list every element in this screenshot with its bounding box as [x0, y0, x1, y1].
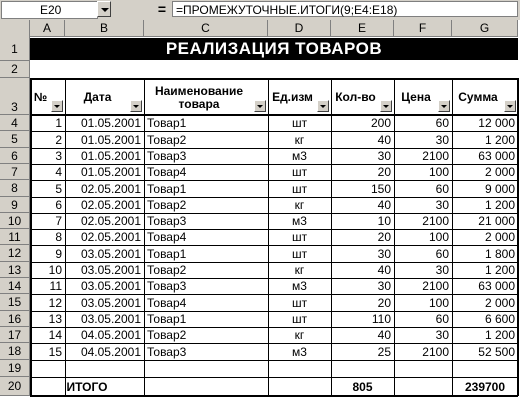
cell-price[interactable]: 2100 [422, 344, 449, 359]
cell-num[interactable]: 14 [48, 328, 62, 342]
cell-num[interactable]: 8 [55, 230, 62, 244]
cell-price[interactable]: 60 [435, 246, 449, 261]
cell-date[interactable]: 02.05.2001 [80, 198, 141, 212]
cell-sum[interactable]: 21 000 [478, 214, 515, 228]
cell-name[interactable]: Товар2 [147, 328, 187, 342]
header-sum: Сумма [458, 90, 498, 104]
cell-sum[interactable]: 1 200 [484, 132, 515, 147]
cell-sum[interactable]: 12 000 [478, 116, 515, 130]
cell-date[interactable]: 03.05.2001 [80, 312, 141, 326]
name-box-value: E20 [40, 3, 62, 17]
column-header-g[interactable]: G [452, 20, 518, 37]
column-header-e[interactable]: E [331, 20, 394, 37]
grid-line [30, 262, 518, 263]
row-header-1[interactable]: 1 [0, 37, 30, 61]
cell-unit[interactable]: кг [294, 198, 305, 212]
grid-line [268, 78, 269, 360]
cell-name[interactable]: Товар1 [147, 181, 187, 196]
row-header-6[interactable]: 6 [0, 148, 30, 164]
cell-num[interactable]: 4 [55, 165, 62, 179]
cell-name[interactable]: Товар4 [147, 165, 187, 179]
cell-price[interactable]: 30 [435, 328, 449, 342]
cell-unit[interactable]: м3 [292, 344, 307, 359]
cell-date[interactable]: 03.05.2001 [80, 246, 141, 261]
grid-line [144, 360, 145, 396]
select-all-corner[interactable] [0, 20, 30, 38]
cell-qty[interactable]: 30 [377, 246, 391, 261]
cell-unit[interactable]: кг [294, 263, 305, 277]
cell-unit[interactable]: м3 [292, 149, 307, 163]
grid-line [30, 395, 518, 397]
grid-line [30, 131, 518, 132]
cell-name[interactable]: Товар3 [147, 149, 187, 163]
row-header-4[interactable]: 4 [0, 115, 30, 131]
grid-line [65, 360, 66, 396]
filter-dropdown-icon[interactable] [254, 100, 266, 112]
grid-line [452, 360, 453, 396]
grid-line [30, 78, 518, 80]
row-header-2[interactable]: 2 [0, 61, 30, 78]
column-header-a[interactable]: A [30, 20, 65, 37]
column-header-c[interactable]: C [144, 20, 268, 37]
header-unit: Ед.изм [272, 90, 313, 104]
cell-num[interactable]: 12 [48, 295, 62, 310]
cell-price[interactable]: 60 [435, 181, 449, 196]
cell-sum[interactable]: 1 800 [484, 246, 515, 261]
grid-line [30, 327, 518, 328]
name-box[interactable] [1, 1, 98, 19]
cell-num[interactable]: 6 [55, 198, 62, 212]
row-header-12[interactable]: 12 [0, 245, 30, 262]
cell-num[interactable]: 11 [49, 279, 62, 293]
column-header-b[interactable]: B [65, 20, 144, 37]
cell-unit[interactable]: шт [291, 246, 308, 261]
row-header-5[interactable]: 5 [0, 131, 30, 148]
cell-date[interactable]: 01.05.2001 [80, 132, 141, 147]
cell-unit[interactable]: м3 [292, 279, 307, 293]
cell-date[interactable]: 02.05.2001 [80, 181, 141, 196]
cell-name[interactable]: Товар2 [147, 263, 187, 277]
grid-line [268, 360, 269, 396]
cell-sum[interactable]: 63 000 [478, 279, 515, 293]
cell-name[interactable]: Товар1 [147, 312, 187, 326]
grid-line [30, 114, 518, 116]
cell-unit[interactable]: шт [291, 230, 308, 244]
header-date: Дата [83, 90, 112, 104]
cell-num[interactable]: 10 [48, 263, 62, 277]
grid-line [30, 360, 32, 396]
cell-name[interactable]: Товар4 [147, 295, 187, 310]
cell-price[interactable]: 60 [435, 116, 449, 130]
header-number: № [33, 90, 48, 104]
grid-line [452, 78, 453, 360]
cell-qty[interactable]: 150 [370, 181, 391, 196]
row-header-7[interactable]: 7 [0, 164, 30, 180]
cell-sum[interactable]: 9 000 [484, 181, 515, 196]
filter-dropdown-icon[interactable] [380, 100, 392, 112]
grid-line [517, 360, 519, 396]
header-product-name: Наименование товара [154, 83, 244, 111]
column-header-d[interactable]: D [268, 20, 331, 37]
cell-date[interactable]: 02.05.2001 [80, 230, 141, 244]
cell-price[interactable]: 100 [428, 295, 449, 310]
cell-qty[interactable]: 40 [377, 263, 391, 277]
row-header-10[interactable]: 10 [0, 213, 30, 229]
grid-line [30, 148, 518, 149]
cell-qty[interactable]: 40 [377, 132, 391, 147]
grid-line [394, 78, 395, 360]
cell-qty[interactable]: 10 [377, 214, 391, 228]
total-quantity[interactable]: 805 [352, 379, 373, 394]
cell-price[interactable]: 30 [435, 263, 449, 277]
grid-line [394, 360, 395, 396]
grid-line [30, 180, 518, 181]
cell-price[interactable]: 2100 [422, 279, 449, 293]
column-header-f[interactable]: F [394, 20, 452, 37]
cell-qty[interactable]: 110 [371, 312, 391, 326]
spreadsheet-grid[interactable] [0, 20, 520, 412]
filter-dropdown-icon[interactable] [317, 100, 329, 112]
cell-date[interactable]: 01.05.2001 [80, 165, 141, 179]
row-header-15[interactable]: 15 [0, 294, 30, 311]
cell-unit[interactable]: шт [291, 165, 308, 179]
cell-num[interactable]: 2 [55, 132, 62, 147]
grid-line [331, 78, 332, 360]
cell-unit[interactable]: м3 [292, 214, 307, 228]
cell-qty[interactable]: 30 [377, 279, 391, 293]
grid-line [30, 229, 518, 230]
cell-qty[interactable]: 30 [377, 149, 391, 163]
filter-dropdown-icon[interactable] [504, 100, 516, 112]
filter-dropdown-icon[interactable] [438, 100, 450, 112]
sheet-title[interactable]: РЕАЛИЗАЦИЯ ТОВАРОВ [30, 38, 518, 60]
cell-date[interactable]: 04.05.2001 [80, 328, 141, 342]
cell-qty[interactable]: 40 [377, 198, 391, 212]
cell-name[interactable]: Товар3 [147, 344, 187, 359]
grid-line [30, 360, 518, 361]
cell-sum[interactable]: 52 500 [478, 344, 515, 359]
grid-line [144, 78, 145, 360]
name-box-dropdown-button[interactable] [97, 1, 111, 17]
cell-sum[interactable]: 1 200 [484, 198, 515, 212]
cell-price[interactable]: 2100 [422, 149, 449, 163]
grid-line [30, 245, 518, 246]
cell-date[interactable]: 01.05.2001 [80, 116, 141, 130]
grid-line [30, 278, 518, 279]
row-header-16[interactable]: 16 [0, 311, 30, 327]
row-header-14[interactable]: 14 [0, 278, 30, 294]
cell-unit[interactable]: кг [294, 328, 305, 342]
row-header-9[interactable]: 9 [0, 197, 30, 213]
grid-line [30, 377, 518, 378]
cell-name[interactable]: Товар4 [147, 230, 187, 244]
cell-num[interactable]: 7 [55, 214, 62, 228]
cell-price[interactable]: 30 [435, 198, 449, 212]
formula-bar [0, 0, 520, 21]
cell-name[interactable]: Товар3 [147, 214, 187, 228]
total-sum[interactable]: 239700 [464, 379, 506, 394]
grid-line [30, 311, 518, 312]
cell-price[interactable]: 2100 [422, 214, 449, 228]
grid-line [30, 78, 32, 360]
total-label[interactable]: ИТОГО [66, 379, 108, 394]
cell-sum[interactable]: 1 200 [484, 263, 515, 277]
cell-unit[interactable]: шт [291, 295, 308, 310]
cell-num[interactable]: 3 [55, 149, 62, 163]
formula-input[interactable]: =ПРОМЕЖУТОЧНЫЕ.ИТОГИ(9;E4:E18) [172, 1, 518, 17]
cell-qty[interactable]: 200 [370, 116, 391, 130]
cell-price[interactable]: 30 [435, 132, 449, 147]
row-header-17[interactable]: 17 [0, 327, 30, 343]
cell-sum[interactable]: 1 200 [484, 328, 515, 342]
cell-date[interactable]: 01.05.2001 [80, 149, 141, 163]
cell-qty[interactable]: 20 [377, 295, 391, 310]
cell-name[interactable]: Товар1 [147, 246, 187, 261]
cell-date[interactable]: 04.05.2001 [80, 344, 141, 359]
cell-name[interactable]: Товар2 [147, 198, 187, 212]
cell-sum[interactable]: 2 000 [484, 165, 515, 179]
row-header-13[interactable]: 13 [0, 262, 30, 278]
cell-unit[interactable]: шт [291, 116, 308, 130]
cell-qty[interactable]: 20 [377, 230, 391, 244]
cell-qty[interactable]: 20 [377, 165, 391, 179]
grid-line [30, 343, 518, 344]
cell-name[interactable]: Товар3 [147, 279, 187, 293]
row-header-8[interactable]: 8 [0, 180, 30, 197]
cell-price[interactable]: 100 [428, 230, 449, 244]
header-price: Цена [401, 90, 431, 104]
cell-date[interactable]: 03.05.2001 [80, 263, 141, 277]
grid-line [331, 360, 332, 396]
grid-line [30, 197, 518, 198]
grid-line [30, 294, 518, 295]
cell-unit[interactable]: шт [291, 181, 308, 196]
row-header-18[interactable]: 18 [0, 343, 30, 360]
grid-line [30, 164, 518, 165]
equals-icon[interactable]: = [157, 1, 167, 17]
cell-qty[interactable]: 40 [377, 328, 391, 342]
cell-name[interactable]: Товар2 [147, 132, 187, 147]
cell-num[interactable]: 1 [55, 116, 62, 130]
cell-unit[interactable]: кг [294, 132, 305, 147]
cell-price[interactable]: 100 [428, 165, 449, 179]
cell-sum[interactable]: 63 000 [478, 149, 515, 163]
cell-sum[interactable]: 2 000 [484, 295, 515, 310]
cell-price[interactable]: 60 [435, 312, 449, 326]
cell-sum[interactable]: 6 600 [484, 312, 515, 326]
filter-dropdown-icon[interactable] [130, 100, 142, 112]
header-quantity: Кол-во [335, 90, 376, 104]
cell-qty[interactable]: 25 [377, 344, 391, 359]
filter-dropdown-icon[interactable] [51, 100, 63, 112]
cell-date[interactable]: 02.05.2001 [80, 214, 141, 228]
row-header-19[interactable]: 19 [0, 360, 30, 377]
grid-line [30, 213, 518, 214]
cell-date[interactable]: 03.05.2001 [80, 279, 141, 293]
cell-num[interactable]: 13 [48, 312, 62, 326]
cell-date[interactable]: 03.05.2001 [80, 295, 141, 310]
cell-name[interactable]: Товар1 [147, 116, 187, 130]
row-header-3[interactable]: 3 [0, 78, 30, 115]
row-header-11[interactable]: 11 [0, 229, 30, 245]
cell-sum[interactable]: 2 000 [484, 230, 515, 244]
cell-num[interactable]: 15 [48, 344, 62, 359]
grid-line [517, 78, 519, 360]
grid-line [65, 78, 66, 360]
cell-num[interactable]: 9 [55, 246, 62, 261]
cell-num[interactable]: 5 [55, 181, 62, 196]
row-header-20[interactable]: 20 [0, 377, 30, 396]
cell-unit[interactable]: шт [291, 312, 308, 326]
